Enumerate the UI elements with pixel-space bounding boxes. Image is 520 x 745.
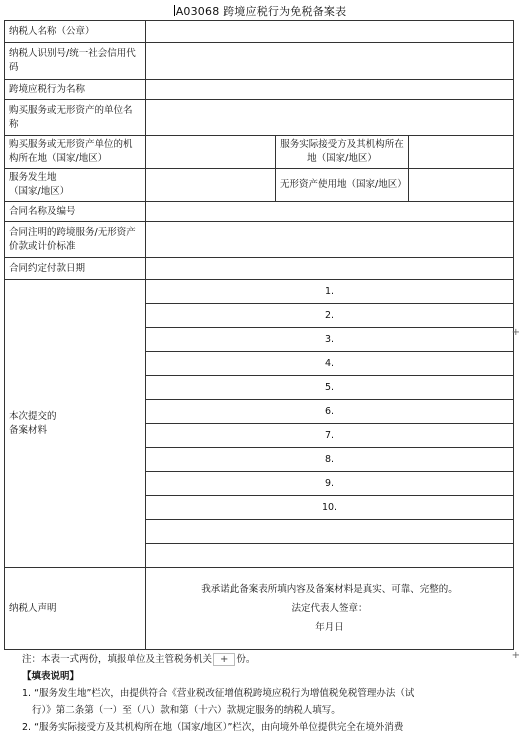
- note-item-2: 2. “服务实际接受方及其机构所在地（国家/地区）”栏次，由向境外单位提供完全在境外消费: [22, 722, 404, 733]
- field-contract-name[interactable]: [146, 202, 514, 222]
- label-payment-date: 合同约定付款日期: [5, 258, 146, 280]
- material-item[interactable]: 9.: [146, 472, 514, 496]
- note-item-1-cont: 行）》第二条第（一）至（八）款和第（十六）款规定服务的纳税人填写。: [32, 705, 341, 716]
- material-item[interactable]: 5.: [146, 376, 514, 400]
- material-item[interactable]: 1.: [146, 280, 514, 304]
- field-buyer-name[interactable]: [146, 100, 514, 136]
- field-taxpayer-name[interactable]: [146, 21, 514, 43]
- label-buyer-name: 购买服务或无形资产的单位名称: [5, 100, 146, 136]
- material-item[interactable]: 6.: [146, 400, 514, 424]
- label-intangible-place: 无形资产使用地（国家/地区）: [276, 169, 409, 202]
- material-item[interactable]: 8.: [146, 448, 514, 472]
- row-cross-border-act: [5, 80, 514, 100]
- material-item[interactable]: 4.: [146, 352, 514, 376]
- label-declaration: 纳税人声明: [5, 568, 146, 650]
- row-payment-date: [5, 258, 514, 280]
- margin-plus-icon[interactable]: +: [511, 327, 520, 338]
- row-contract-price: [5, 222, 514, 258]
- notes-section: [22, 651, 492, 736]
- material-item[interactable]: 3.: [146, 328, 514, 352]
- text-cursor: [174, 5, 175, 16]
- material-item[interactable]: 7.: [146, 424, 514, 448]
- form-title: A03068 跨境应税行为免税备案表: [175, 5, 347, 18]
- notes-heading: 【填表说明】: [22, 671, 80, 682]
- material-item[interactable]: [146, 544, 514, 568]
- declaration-cell: [146, 568, 514, 650]
- label-taxpayer-id: 纳税人识别号/统一社会信用代码: [5, 43, 146, 80]
- label-cross-border-act: 跨境应税行为名称: [5, 80, 146, 100]
- field-service-place[interactable]: [146, 169, 276, 202]
- row-places: [5, 169, 514, 202]
- label-taxpayer-name: 纳税人名称（公章）: [5, 21, 146, 43]
- field-intangible-place[interactable]: [409, 169, 514, 202]
- row-contract-name: [5, 202, 514, 222]
- label-contract-name: 合同名称及编号: [5, 202, 146, 222]
- declaration-date[interactable]: 年月日: [315, 622, 344, 633]
- filing-form-table: [4, 20, 514, 650]
- field-service-receiver-location[interactable]: [409, 136, 514, 169]
- note-item-1: 1. “服务发生地”栏次，由提供符合《营业税改征增值税跨境应税行为增值税免税管理办法（试: [22, 688, 415, 699]
- materials-row: [5, 280, 514, 304]
- label-service-place: 服务发生地 （国家/地区）: [5, 169, 146, 202]
- margin-plus-icon[interactable]: +: [511, 650, 520, 661]
- field-payment-date[interactable]: [146, 258, 514, 280]
- label-materials: 本次提交的 备案材料: [5, 280, 146, 568]
- material-item[interactable]: 2.: [146, 304, 514, 328]
- row-taxpayer-name: [5, 21, 514, 43]
- field-buyer-location[interactable]: [146, 136, 276, 169]
- row-taxpayer-id: [5, 43, 514, 80]
- material-item[interactable]: [146, 520, 514, 544]
- declaration-promise: 我承诺此备案表所填内容及备案材料是真实、可靠、完整的。: [201, 584, 458, 595]
- add-icon[interactable]: +: [213, 653, 235, 666]
- material-item[interactable]: 10.: [146, 496, 514, 520]
- note-copies: 注：本表一式两份，填报单位及主管税务机关 + 份。: [22, 654, 256, 665]
- legal-rep-signature[interactable]: 法定代表人签章：: [291, 603, 368, 614]
- label-contract-price: 合同注明的跨境服务/无形资产价款或计价标准: [5, 222, 146, 258]
- field-taxpayer-id[interactable]: [146, 43, 514, 80]
- row-declaration: [5, 568, 514, 650]
- row-locations: [5, 136, 514, 169]
- label-service-receiver-location: 服务实际接受方及其机构所在地（国家/地区）: [276, 136, 409, 169]
- field-cross-border-act[interactable]: [146, 80, 514, 100]
- row-buyer-name: [5, 100, 514, 136]
- field-contract-price[interactable]: [146, 222, 514, 258]
- label-buyer-location: 购买服务或无形资产单位的机构所在地（国家/地区）: [5, 136, 146, 169]
